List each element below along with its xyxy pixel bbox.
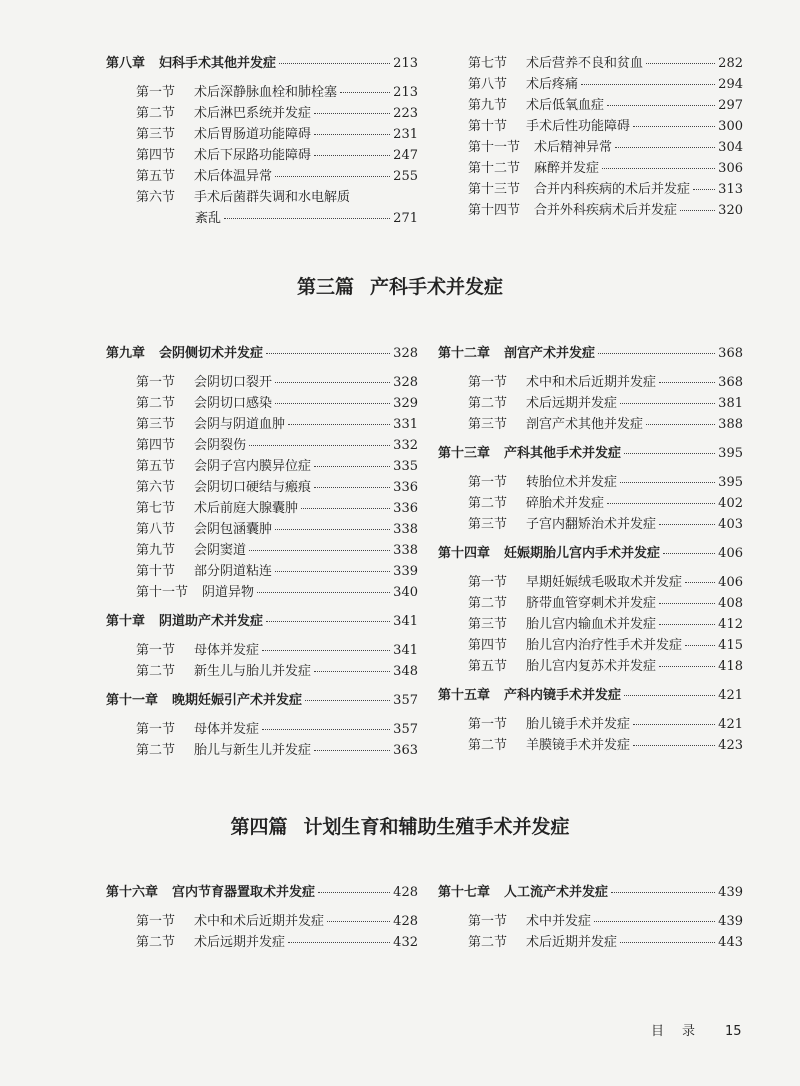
toc-chapter-entry[interactable]: 第十七章 人工流产术并发症 439	[438, 885, 743, 900]
toc-section-entry[interactable]: 第二节 新生儿与胎儿并发症 348	[136, 664, 418, 679]
toc-chapter-entry[interactable]: 第十三章 产科其他手术并发症 395	[438, 446, 743, 461]
page-footer	[651, 1020, 742, 1039]
toc-section-entry[interactable]: 第六节 会阴切口硬结与瘢痕 336	[136, 480, 418, 495]
page-number: 15	[725, 1024, 742, 1039]
toc-section-entry[interactable]: 第十二节 麻醉并发症 306	[468, 161, 743, 176]
toc-section-entry[interactable]: 第四节 术后下尿路功能障碍 247	[136, 148, 418, 163]
toc-section-entry[interactable]: 第二节 术后淋巴系统并发症 223	[136, 106, 418, 121]
toc-column-top-right	[438, 53, 743, 221]
toc-chapter-entry[interactable]: 第十五章 产科内镜手术并发症 421	[438, 688, 743, 703]
toc-section-entry[interactable]: 第三节 剖宫产术其他并发症 388	[468, 417, 743, 432]
toc-section-entry[interactable]: 第五节 会阴子宫内膜异位症 335	[136, 459, 418, 474]
toc-section-entry[interactable]: 第八节 会阴包涵囊肿 338	[136, 522, 418, 537]
toc-column-part3-left	[106, 343, 418, 761]
toc-chapter-entry[interactable]: 第九章 会阴侧切术并发症 328	[106, 346, 418, 361]
toc-section-entry[interactable]: 第三节 术后胃肠道功能障碍 231	[136, 127, 418, 142]
toc-section-entry[interactable]: 第六节 手术后菌群失调和水电解质	[136, 190, 351, 205]
toc-section-entry[interactable]: 第二节 脐带血管穿刺术并发症 408	[468, 596, 743, 611]
toc-section-entry[interactable]: 第一节 母体并发症 341	[136, 643, 418, 658]
toc-section-entry[interactable]: 第五节 胎儿宫内复苏术并发症 418	[468, 659, 743, 674]
toc-column-part4-right	[438, 882, 743, 953]
toc-section-entry[interactable]: 第十节 手术后性功能障碍 300	[468, 119, 743, 134]
toc-section-entry[interactable]: 第四节 胎儿宫内治疗性手术并发症 415	[468, 638, 743, 653]
footer-label: 目录	[651, 1024, 714, 1039]
toc-section-entry[interactable]: 第十节 部分阴道粘连 339	[136, 564, 418, 579]
toc-section-entry[interactable]: 第一节 胎儿镜手术并发症 421	[468, 717, 743, 732]
toc-section-entry[interactable]: 第一节 会阴切口裂开 328	[136, 375, 418, 390]
toc-section-entry[interactable]: 第四节 会阴裂伤 332	[136, 438, 418, 453]
toc-section-entry[interactable]: 第一节 术中和术后近期并发症 368	[468, 375, 743, 390]
toc-section-entry[interactable]: 第九节 会阴窦道 338	[136, 543, 418, 558]
toc-chapter-entry[interactable]: 第十四章 妊娠期胎儿宫内手术并发症 406	[438, 546, 743, 561]
toc-section-entry[interactable]: 第五节 术后体温异常 255	[136, 169, 418, 184]
toc-section-entry[interactable]: 第九节 术后低氧血症 297	[468, 98, 743, 113]
toc-section-entry[interactable]: 第十三节 合并内科疾病的术后并发症 313	[468, 182, 743, 197]
toc-section-entry[interactable]: 第二节 碎胎术并发症 402	[468, 496, 743, 511]
toc-chapter-entry[interactable]: 第十一章 晚期妊娠引产术并发症 357	[106, 693, 418, 708]
toc-section-entry[interactable]: 第一节 早期妊娠绒毛吸取术并发症 406	[468, 575, 743, 590]
toc-chapter-entry[interactable]: 第十二章 剖宫产术并发症 368	[438, 346, 743, 361]
toc-chapter-entry[interactable]: 第十章 阴道助产术并发症 341	[106, 614, 418, 629]
toc-section-entry[interactable]: 第二节 胎儿与新生儿并发症 363	[136, 743, 418, 758]
toc-section-entry[interactable]: 第七节 术后前庭大腺囊肿 336	[136, 501, 418, 516]
toc-section-entry[interactable]: 第三节 子宫内翻矫治术并发症 403	[468, 517, 743, 532]
part-title: 第三篇 产科手术并发症	[296, 276, 504, 298]
toc-section-entry[interactable]: 第十一节 术后精神异常 304	[468, 140, 743, 155]
toc-section-entry[interactable]: 第二节 术后近期并发症 443	[468, 935, 743, 950]
toc-column-part3-right	[438, 343, 743, 756]
toc-section-entry[interactable]: 第十四节 合并外科疾病术后并发症 320	[468, 203, 743, 218]
toc-section-entry[interactable]: 第二节 会阴切口感染 329	[136, 396, 418, 411]
toc-section-entry[interactable]: 第二节 术后远期并发症 432	[136, 935, 418, 950]
toc-section-entry[interactable]: 第八节 术后疼痛 294	[468, 77, 743, 92]
toc-section-entry[interactable]: 第七节 术后营养不良和贫血 282	[468, 56, 743, 71]
toc-section-entry-continued[interactable]: 紊乱 271	[195, 211, 418, 226]
toc-section-entry[interactable]: 第三节 胎儿宫内输血术并发症 412	[468, 617, 743, 632]
toc-chapter-entry[interactable]: 第八章 妇科手术其他并发症 213	[106, 56, 418, 71]
toc-section-entry[interactable]: 第一节 术中和术后近期并发症 428	[136, 914, 418, 929]
toc-section-entry[interactable]: 第一节 转胎位术并发症 395	[468, 475, 743, 490]
toc-section-entry[interactable]: 第二节 羊膜镜手术并发症 423	[468, 738, 743, 753]
toc-section-entry[interactable]: 第十一节 阴道异物 340	[136, 585, 418, 600]
toc-section-entry[interactable]: 第二节 术后远期并发症 381	[468, 396, 743, 411]
toc-section-entry[interactable]: 第三节 会阴与阴道血肿 331	[136, 417, 418, 432]
toc-column-top-left	[106, 53, 418, 229]
toc-section-entry[interactable]: 第一节 术中并发症 439	[468, 914, 743, 929]
part-title: 第四篇 计划生育和辅助生殖手术并发症	[230, 816, 570, 838]
toc-chapter-entry[interactable]: 第十六章 宫内节育器置取术并发症 428	[106, 885, 418, 900]
toc-section-entry[interactable]: 第一节 术后深静脉血栓和肺栓塞 213	[136, 85, 418, 100]
toc-column-part4-left	[106, 882, 418, 953]
toc-section-entry[interactable]: 第一节 母体并发症 357	[136, 722, 418, 737]
